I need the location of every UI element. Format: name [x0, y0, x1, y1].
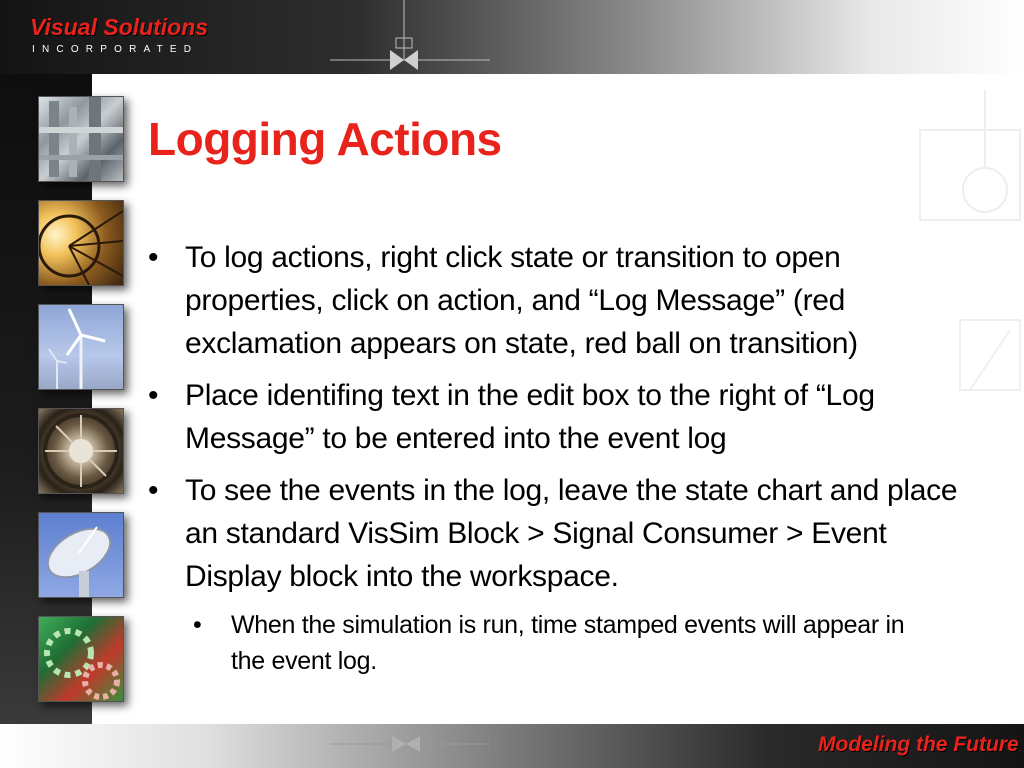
sub-bullet-group: [148, 607, 978, 679]
bullet-marker: •: [148, 379, 159, 412]
gears-image: [38, 616, 124, 702]
satellite-dish-image: [38, 512, 124, 598]
logo-subtitle: INCORPORATED: [32, 44, 199, 55]
company-logo: [30, 14, 230, 64]
bullet-marker: •: [148, 474, 159, 507]
sub-bullet-item: [185, 607, 921, 679]
bullet-text: To see the events in the log, leave the state chart and place an standard VisSim Block > Signal Consumer > Event Display block into the workspace.: [185, 474, 958, 593]
sub-bullet-marker: •: [193, 611, 202, 639]
bullet-item: [148, 236, 978, 365]
slide-title: Logging Actions: [148, 113, 502, 165]
wind-turbines-image: [38, 304, 124, 390]
logo-wordmark: Visual Solutions: [30, 14, 209, 40]
jet-engine-fan-image: [38, 408, 124, 494]
sub-bullet-list: [148, 607, 978, 679]
bullet-text: Place identifing text in the edit box to the right of “Log Message” to be entered into the event log: [185, 379, 875, 455]
bullet-marker: •: [148, 241, 159, 274]
refinery-pipes-image: [38, 96, 124, 182]
bullet-list: [148, 236, 978, 679]
bullet-item: [148, 469, 978, 598]
footer-tagline: Modeling the Future: [818, 733, 1019, 756]
sub-bullet-text: When the simulation is run, time stamped events will appear in the event log.: [231, 611, 905, 675]
bullet-text: To log actions, right click state or transition to open properties, click on action, and “Log Message” (red exclamation appears on state, red ball on transition): [185, 241, 858, 360]
wheel-spokes-image: [38, 200, 124, 286]
bullet-item: [148, 374, 978, 460]
